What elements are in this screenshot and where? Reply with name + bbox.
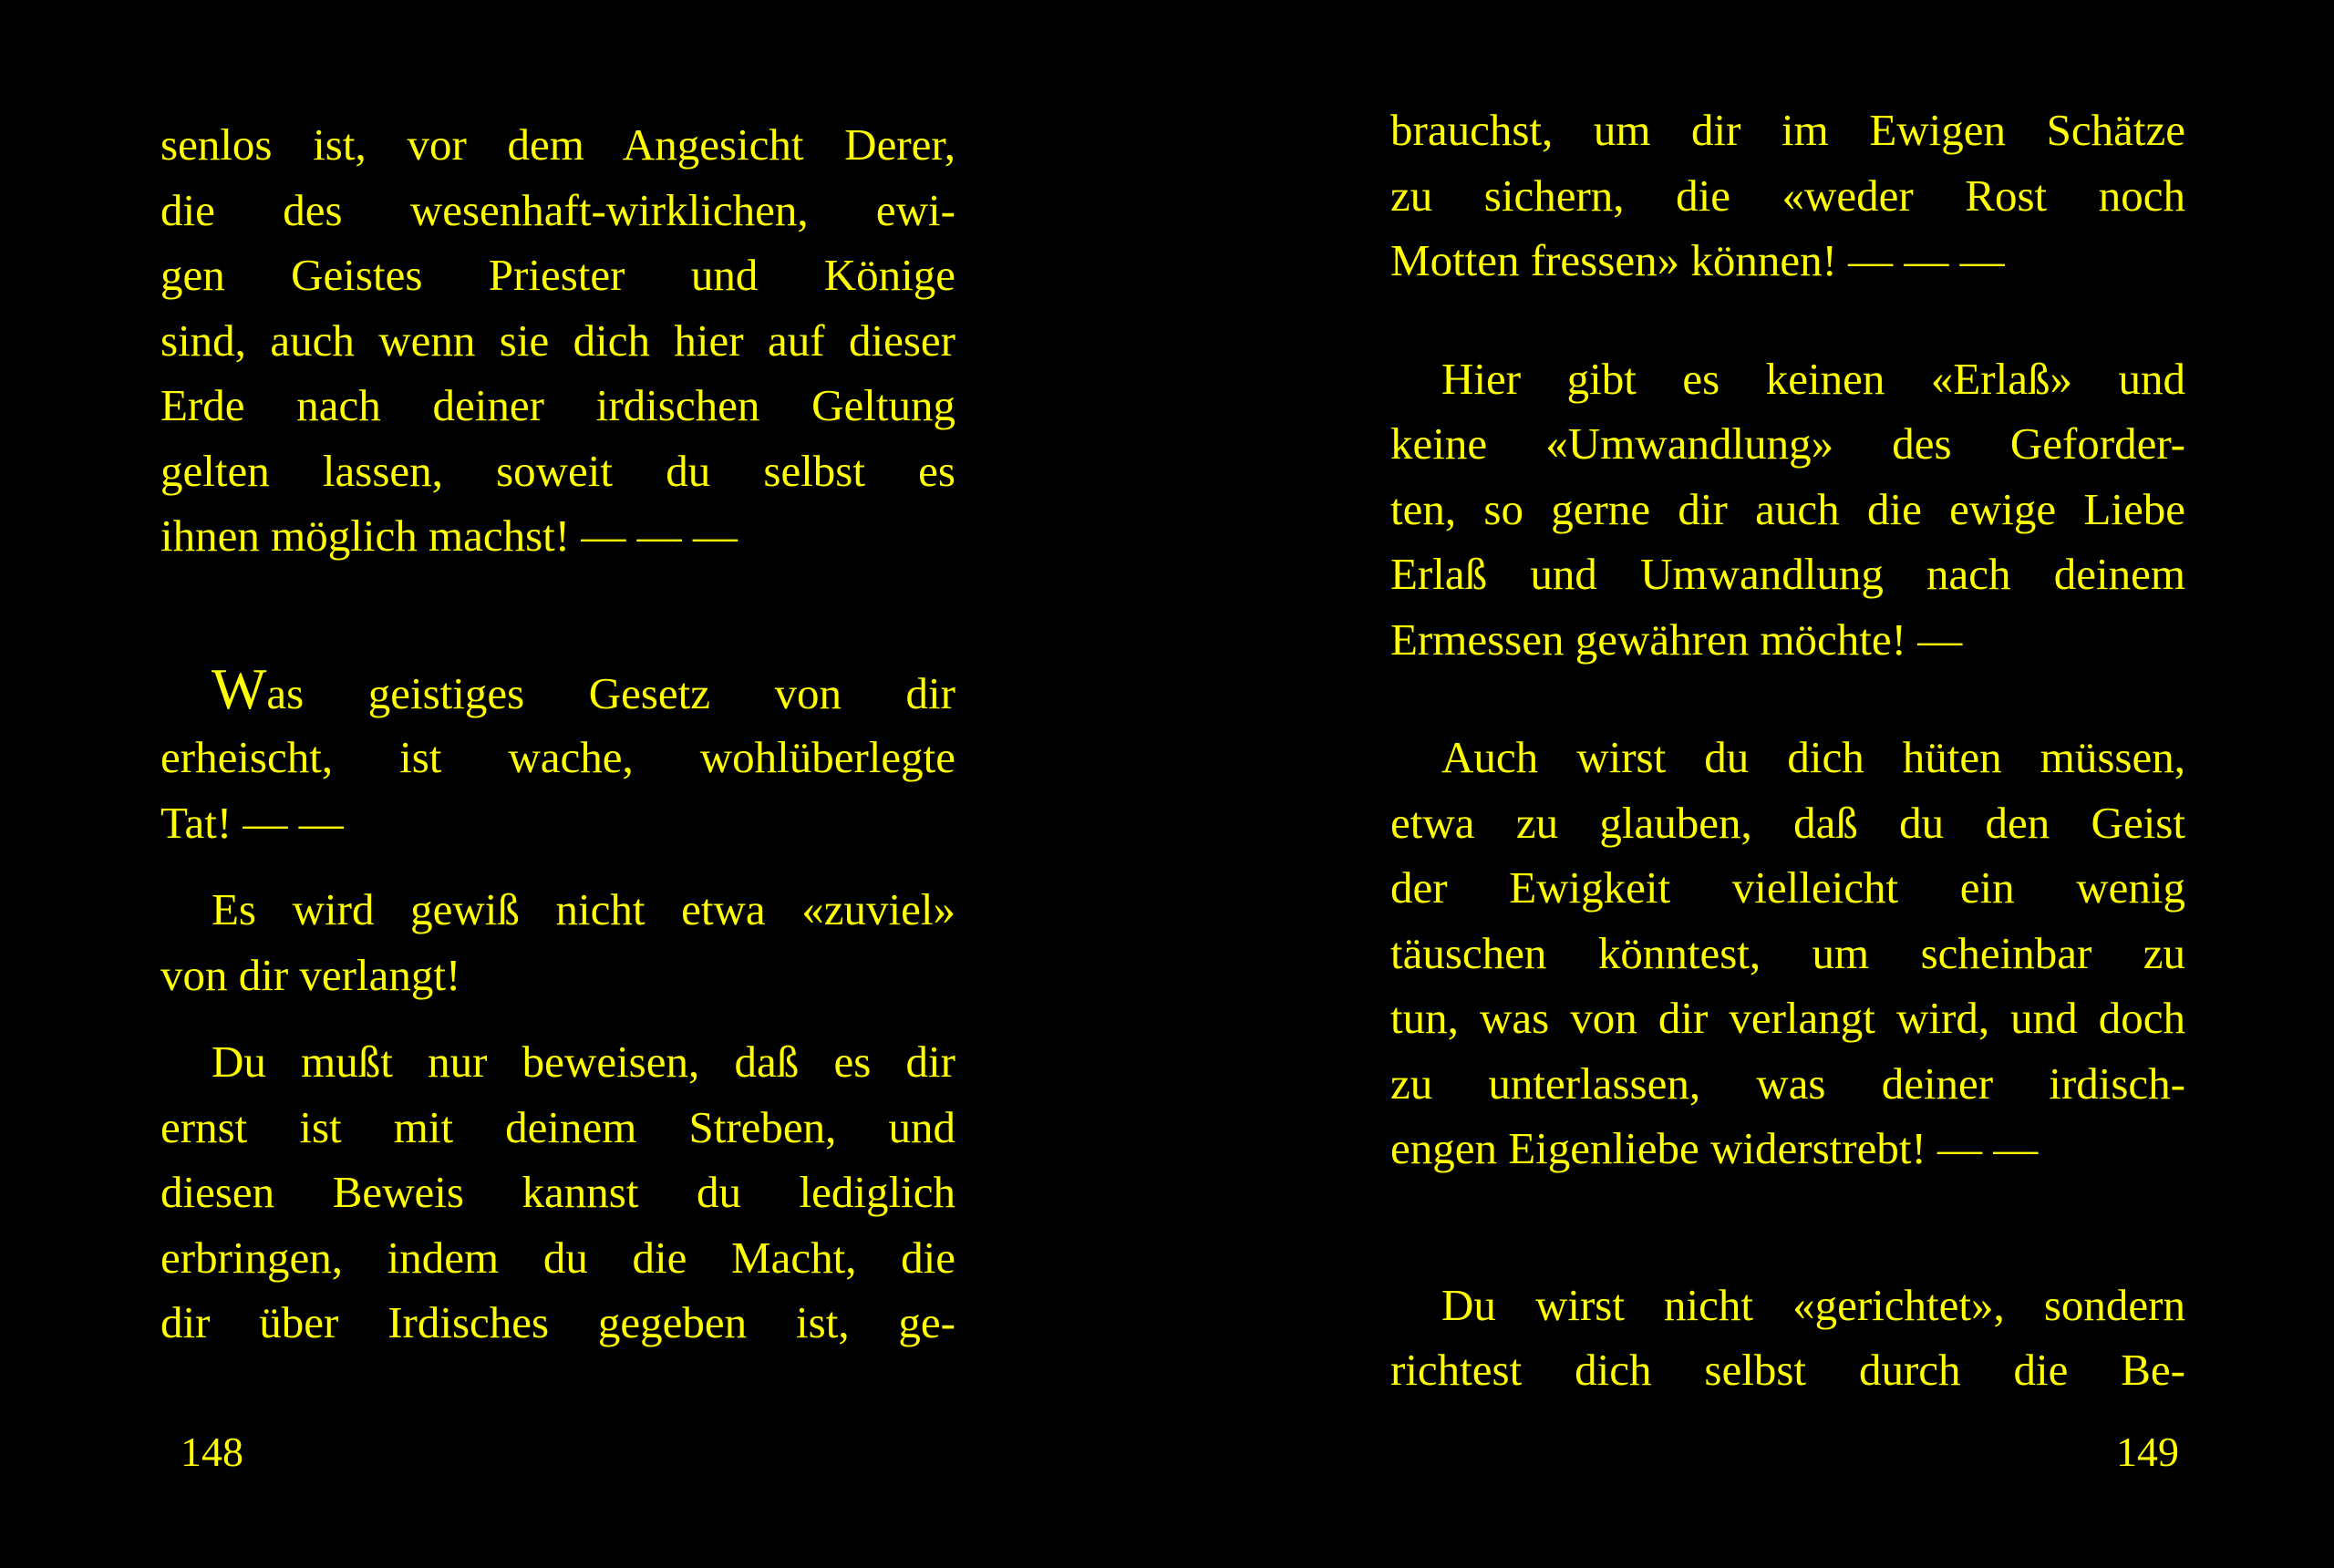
right-paragraph-4 (1390, 1273, 2185, 1403)
text-line: Erde nach deiner irdischen Geltung (160, 380, 955, 430)
text-line: etwa zu glauben, daß du den Geist (1390, 797, 2185, 848)
text-line: dir über Irdisches gegeben ist, ge- (160, 1297, 955, 1347)
text-line: gen Geistes Priester und Könige (160, 250, 955, 300)
text-line: Auch wirst du dich hüten müssen, (1441, 732, 2185, 782)
left-paragraph-1 (160, 112, 955, 569)
paragraph-gap (160, 1007, 955, 1029)
left-page (160, 112, 955, 1356)
text-line: erheischt, ist wache, wohlüberlegte (160, 732, 955, 782)
right-paragraph-1 (1390, 98, 2185, 294)
page-number-left: 148 (181, 1429, 243, 1475)
text-line: täuschen könntest, um scheinbar zu (1390, 927, 2185, 978)
right-paragraph-2 (1390, 346, 2185, 673)
text-line: ten, so gerne dir auch die ewige Liebe (1390, 483, 2185, 534)
right-page (1390, 98, 2185, 1403)
paragraph-gap (160, 855, 955, 877)
text-line: diesen Beweis kannst du lediglich (160, 1167, 955, 1217)
text-line: Hier gibt es keinen «Erlaß» und (1441, 353, 2185, 404)
text-line: von dir verlangt! (160, 949, 461, 1000)
text-line: Tat! — — (160, 797, 344, 848)
right-paragraph-3 (1390, 725, 2185, 1181)
section-break (160, 569, 955, 660)
text-line: ihnen möglich machst! — — — (160, 511, 738, 561)
drop-cap: W (212, 655, 267, 721)
text-line: Du wirst nicht «gerichtet», sondern (1441, 1279, 2185, 1330)
text-line: brauchst, um dir im Ewigen Schätze (1390, 105, 2185, 155)
text-line: Es wird gewiß nicht etwa «zuviel» (212, 884, 955, 934)
text-line-rest: as geistiges Gesetz von dir (266, 667, 955, 718)
text-line: engen Eigenliebe widerstrebt! — — (1390, 1123, 2039, 1173)
text-line: zu sichern, die «weder Rost noch (1390, 170, 2185, 221)
text-line: keine «Umwandlung» des Geforder- (1390, 418, 2185, 469)
left-paragraph-3 (160, 877, 955, 1007)
text-line: richtest dich selbst durch die Be- (1390, 1345, 2185, 1395)
text-line: senlos ist, vor dem Angesicht Derer, (160, 119, 955, 170)
text-line: Erlaß und Umwandlung nach deinem (1390, 549, 2185, 599)
text-line: ernst ist mit deinem Streben, und (160, 1101, 955, 1152)
text-line: sind, auch wenn sie dich hier auf dieser (160, 315, 955, 366)
paragraph-gap (1390, 294, 2185, 346)
page-number-right: 149 (2116, 1429, 2179, 1475)
paragraph-gap (1390, 672, 2185, 725)
left-paragraph-4 (160, 1029, 955, 1356)
text-line: Motten fressen» können! — — — (1390, 235, 2005, 285)
paragraph-gap (1390, 1181, 2185, 1273)
text-line: tun, was von dir verlangt wird, und doch (1390, 993, 2185, 1043)
text-line: Du mußt nur beweisen, daß es dir (212, 1037, 955, 1087)
text-line: Ermessen gewähren möchte! — (1390, 614, 1963, 665)
left-paragraph-2 (160, 655, 955, 856)
text-line: die des wesenhaft-wirklichen, ewi- (160, 184, 955, 235)
text-line-with-dropcap (160, 655, 955, 726)
text-line: erbringen, indem du die Macht, die (160, 1232, 955, 1283)
text-line: zu unterlassen, was deiner irdisch- (1390, 1057, 2185, 1109)
text-line: gelten lassen, soweit du selbst es (160, 445, 955, 496)
text-line: der Ewigkeit vielleicht ein wenig (1390, 862, 2185, 913)
